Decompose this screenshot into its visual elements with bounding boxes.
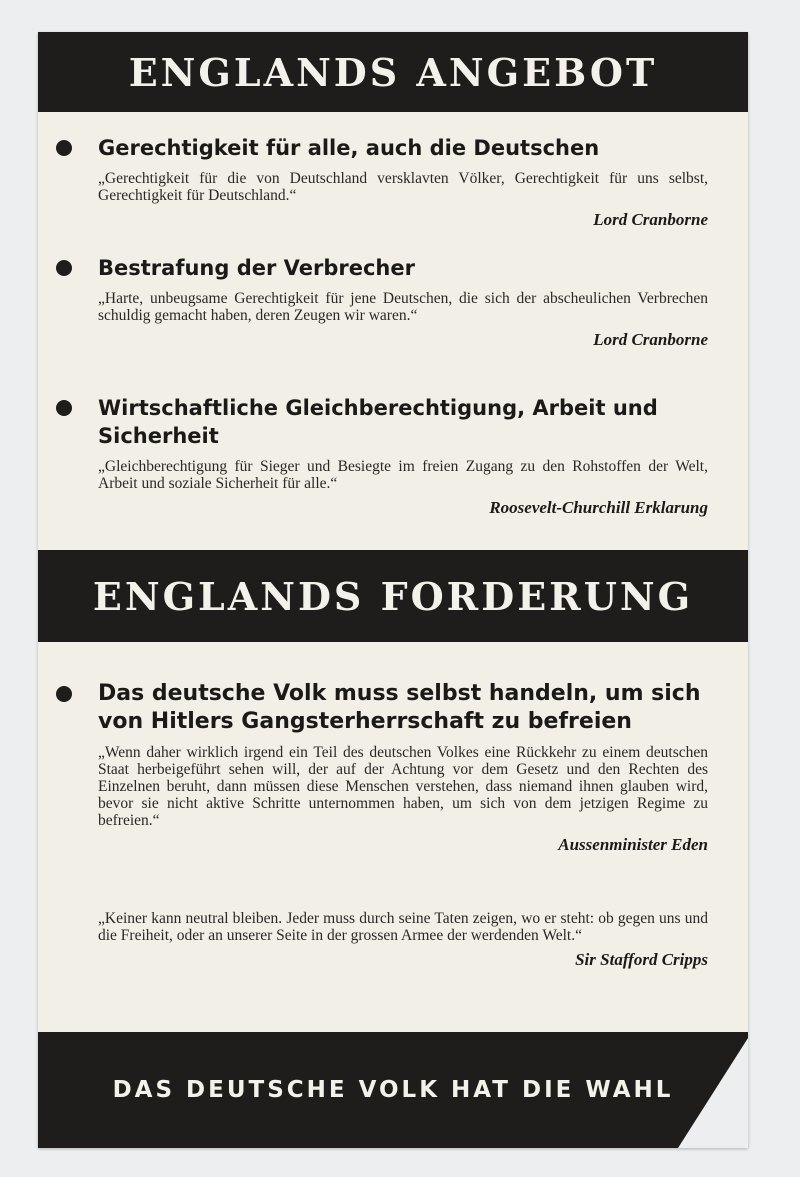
offer-item-2 [98, 254, 708, 350]
offer-item-heading [98, 394, 708, 450]
footer-band [38, 1032, 748, 1148]
bullet-icon [56, 140, 72, 156]
demand-title: ENGLANDS FORDERUNG [92, 573, 694, 619]
footer-slogan: DAS DEUTSCHE VOLK HAT DIE WAHL [112, 1077, 674, 1103]
offer-item-source: Roosevelt-Churchill Erklarung [489, 498, 708, 517]
offer-item-heading [98, 134, 708, 162]
demand-source: Aussenminister Eden [558, 835, 708, 854]
offer-title-band [38, 32, 748, 112]
offer-item-3 [98, 394, 708, 518]
offer-item-heading [98, 254, 708, 282]
demand-quote: „Keiner kann neutral bleiben. Jeder muss durch seine Taten zeigen, wo er steht: ob gegen uns und die Freiheit, oder an unserer Seite in der grossen Armee der werdenden Welt.“ [98, 910, 708, 944]
offer-item-quote: „Gerechtigkeit für die von Deutschland versklavten Völker, Gerechtigkeit für uns selbst, Gerechtigkeit für Deutschland.“ [98, 170, 708, 204]
torn-corner [678, 1038, 748, 1148]
bullet-icon [56, 400, 72, 416]
bullet-icon [56, 686, 72, 702]
offer-item-quote: „Harte, unbeugsame Gerechtigkeit für jene Deutschen, die sich der abscheulichen Verbrechen schuldig gemacht haben, deren Zeugen wir waren.“ [98, 290, 708, 324]
demand-source: Sir Stafford Cripps [575, 950, 708, 969]
bullet-icon [56, 260, 72, 276]
offer-item-heading-text: Bestrafung der Verbrecher [98, 256, 415, 280]
demand-section-2 [98, 910, 708, 970]
offer-item-heading-text: Gerechtigkeit für alle, auch die Deutschen [98, 136, 600, 160]
offer-item-1 [98, 134, 708, 230]
leaflet [38, 32, 748, 1148]
demand-quote: „Wenn daher wirklich irgend ein Teil des deutschen Volkes eine Rückkehr zu einem deutschen Staat herbeigeführt sehen will, der auf der Achtung vor dem Gesetz und den Rechten des Einzelnen beruht, dann müssen diese Menschen verstehen, dass niemand ihnen glauben wird, bevor sie nicht aktive Schritte unternommen haben, um sich von dem jetzigen Regime zu befreien.“ [98, 744, 708, 829]
demand-heading [98, 680, 708, 736]
offer-item-heading-text: Wirtschaftliche Gleichberechtigung, Arbeit und Sicherheit [98, 396, 658, 448]
demand-section [98, 680, 708, 855]
demand-title-band [38, 550, 748, 642]
offer-item-quote: „Gleichberechtigung für Sieger und Besiegte im freien Zugang zu den Rohstoffen der Welt, Arbeit und soziale Sicherheit für alle.“ [98, 458, 708, 492]
offer-item-source: Lord Cranborne [593, 330, 708, 349]
demand-heading-text: Das deutsche Volk muss selbst handeln, um sich von Hitlers Gangsterherrschaft zu befreien [98, 681, 701, 734]
offer-title: ENGLANDS ANGEBOT [128, 49, 658, 95]
offer-item-source: Lord Cranborne [593, 210, 708, 229]
